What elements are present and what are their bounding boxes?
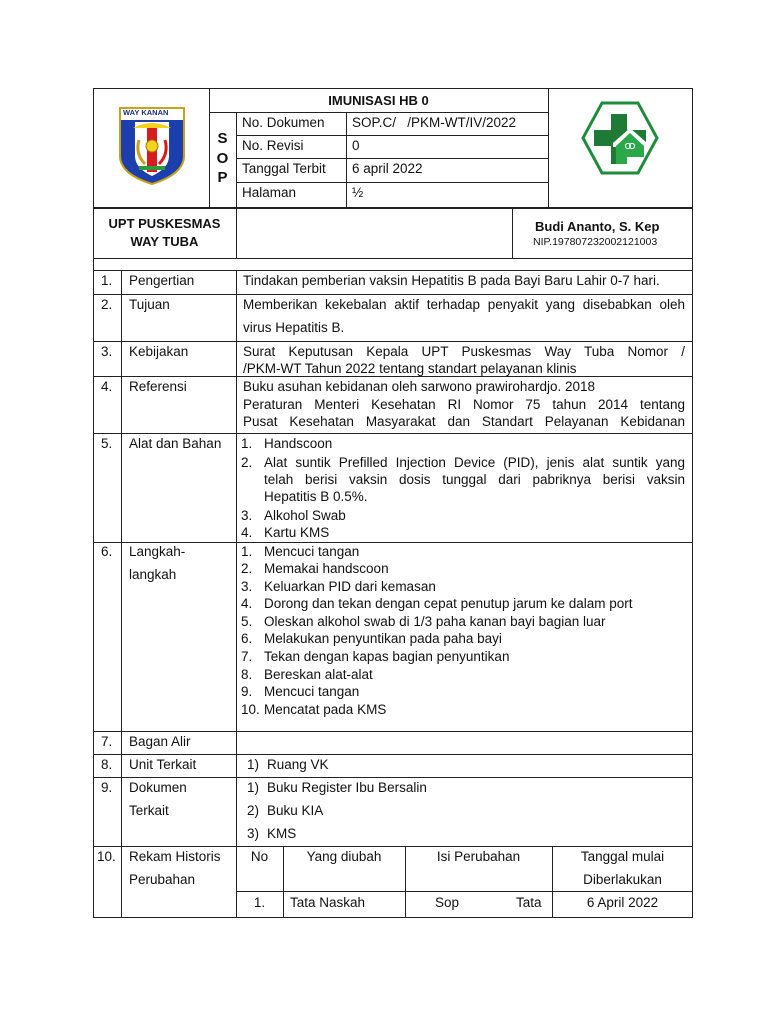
list-number: 2. [241, 561, 253, 576]
list-item: Handscoon [264, 436, 333, 451]
puskesmas-logo-icon [580, 101, 660, 175]
section-text: Memberikan kekebalan aktif terhadap penyakit yang disebabkan oleh [243, 297, 685, 312]
history-col-content: Isi Perubahan [436, 849, 521, 864]
section-label-langkah: Langkah- [129, 544, 186, 559]
section-text: Pusat Kesehatan Masyarakat dan Standart Pelayanan Kebidanan [243, 414, 685, 429]
list-number: 1) [247, 757, 260, 772]
section-number: 7. [101, 734, 113, 749]
list-item: Dorong dan tekan dengan cepat penutup jarum ke dalam port [264, 596, 633, 611]
section-label-unit-terkait: Unit Terkait [129, 757, 197, 772]
list-item: Melakukan penyuntikan pada paha bayi [264, 631, 502, 646]
way-kanan-crest-icon [117, 106, 187, 186]
history-row-date: 6 April 2022 [586, 895, 659, 910]
sop-letter-o: O [216, 150, 229, 167]
list-item: Buku KIA [267, 803, 324, 818]
section-label-dokumen: Terkait [129, 803, 169, 818]
section-text: Surat Keputusan Kepala UPT Puskesmas Way Tuba Nomor / [243, 344, 685, 359]
list-number: 4. [241, 596, 253, 611]
section-text: Tindakan pemberian vaksin Hepatitis B pada Bayi Baru Lahir 0-7 hari. [243, 273, 660, 288]
list-number: 3. [241, 579, 253, 594]
meta-value-issue-date: 6 april 2022 [352, 161, 423, 176]
section-label-langkah: langkah [129, 567, 177, 582]
section-number: 1. [101, 273, 113, 288]
list-number: 3) [247, 826, 260, 841]
list-item: Mencuci tangan [264, 544, 360, 559]
section-number: 9. [101, 780, 113, 795]
document-title: IMUNISASI HB 0 [328, 93, 429, 108]
list-item: Alat suntik Prefilled Injection Device (PID), jenis alat suntik yang [264, 455, 685, 470]
section-number: 2. [101, 297, 113, 312]
history-row-changed: Tata Naskah [290, 895, 366, 910]
sop-letter-s: S [217, 130, 228, 147]
section-text: Buku asuhan kebidanan oleh sarwono prawirohardjo. 2018 [243, 379, 595, 394]
section-label-pengertian: Pengertian [129, 273, 195, 288]
history-row-no: 1. [253, 895, 266, 910]
signer-name: Budi Ananto, S. Kep [535, 219, 660, 234]
history-col-no: No [250, 849, 269, 864]
crest-label: WAY KANAN [123, 108, 169, 117]
list-number: 3. [241, 508, 253, 523]
list-number: 7. [241, 649, 253, 664]
signer-nip: NIP.197807232002121003 [533, 236, 658, 248]
section-number: 5. [101, 436, 113, 451]
list-number: 4. [241, 525, 253, 540]
section-text: virus Hepatitis B. [243, 320, 345, 335]
section-number: 10. [97, 849, 116, 864]
section-label-alat-bahan: Alat dan Bahan [129, 436, 222, 451]
list-number: 8. [241, 667, 253, 682]
section-number: 6. [101, 544, 113, 559]
list-number: 6. [241, 631, 253, 646]
meta-value-doc-no: SOP.C/ /PKM-WT/IV/2022 [352, 115, 517, 130]
section-label-tujuan: Tujuan [129, 297, 170, 312]
section-label-kebijakan: Kebijakan [129, 344, 189, 359]
list-item: Mencatat pada KMS [264, 702, 387, 717]
section-text: Peraturan Menteri Kesehatan RI Nomor 75 tahun 2014 tentang [243, 397, 685, 412]
history-col-changed: Yang diubah [306, 849, 382, 864]
list-number: 2) [247, 803, 260, 818]
section-label-dokumen: Dokumen [129, 780, 187, 795]
section-number: 4. [101, 379, 113, 394]
meta-label-page: Halaman [242, 185, 297, 200]
list-item: Keluarkan PID dari kemasan [264, 579, 436, 594]
list-number: 9. [241, 684, 253, 699]
list-item: Hepatitis B 0.5%. [264, 489, 368, 504]
history-row-content: Sop [435, 895, 460, 910]
meta-label-revision: No. Revisi [242, 138, 304, 153]
org-name-line1: UPT PUSKESMAS [108, 216, 221, 231]
section-number: 3. [101, 344, 113, 359]
section-label-referensi: Referensi [129, 379, 187, 394]
list-item: telah berisi vaksin dosis tunggal dari pabriknya berisi vaksin [264, 472, 685, 487]
history-col-date: Diberlakukan [583, 872, 662, 887]
list-item: Tekan dengan kapas bagian penyuntikan [264, 649, 510, 664]
meta-label-issue-date: Tanggal Terbit [242, 161, 326, 176]
history-col-date: Tanggal mulai [580, 849, 665, 864]
history-row-content: Tata [516, 895, 542, 910]
list-number: 1. [241, 544, 253, 559]
list-number: 10. [241, 702, 260, 717]
meta-value-revision: 0 [352, 138, 360, 153]
meta-label-doc-no: No. Dokumen [242, 115, 325, 130]
list-item: Kartu KMS [264, 525, 330, 540]
list-item: Memakai handscoon [264, 561, 389, 576]
sop-letter-p: P [217, 169, 228, 186]
list-item: Mencuci tangan [264, 684, 360, 699]
list-item: Bereskan alat-alat [264, 667, 373, 682]
list-number: 5. [241, 614, 253, 629]
section-label-rekam-historis: Rekam Historis [129, 849, 221, 864]
list-item: Alkohol Swab [264, 508, 346, 523]
section-text: /PKM-WT Tahun 2022 tentang standart pelayanan klinis [243, 361, 577, 376]
list-number: 1. [241, 436, 253, 451]
list-item: Buku Register Ibu Bersalin [267, 780, 427, 795]
section-number: 8. [101, 757, 113, 772]
list-item: KMS [267, 826, 297, 841]
list-number: 2. [241, 455, 253, 470]
org-name-line2: WAY TUBA [130, 234, 199, 249]
list-item: Ruang VK [267, 757, 329, 772]
list-number: 1) [247, 780, 260, 795]
section-label-bagan-alir: Bagan Alir [129, 734, 191, 749]
section-label-rekam-historis: Perubahan [129, 872, 196, 887]
meta-value-page: ½ [352, 185, 364, 200]
list-item: Oleskan alkohol swab di 1/3 paha kanan bayi bagian luar [264, 614, 606, 629]
